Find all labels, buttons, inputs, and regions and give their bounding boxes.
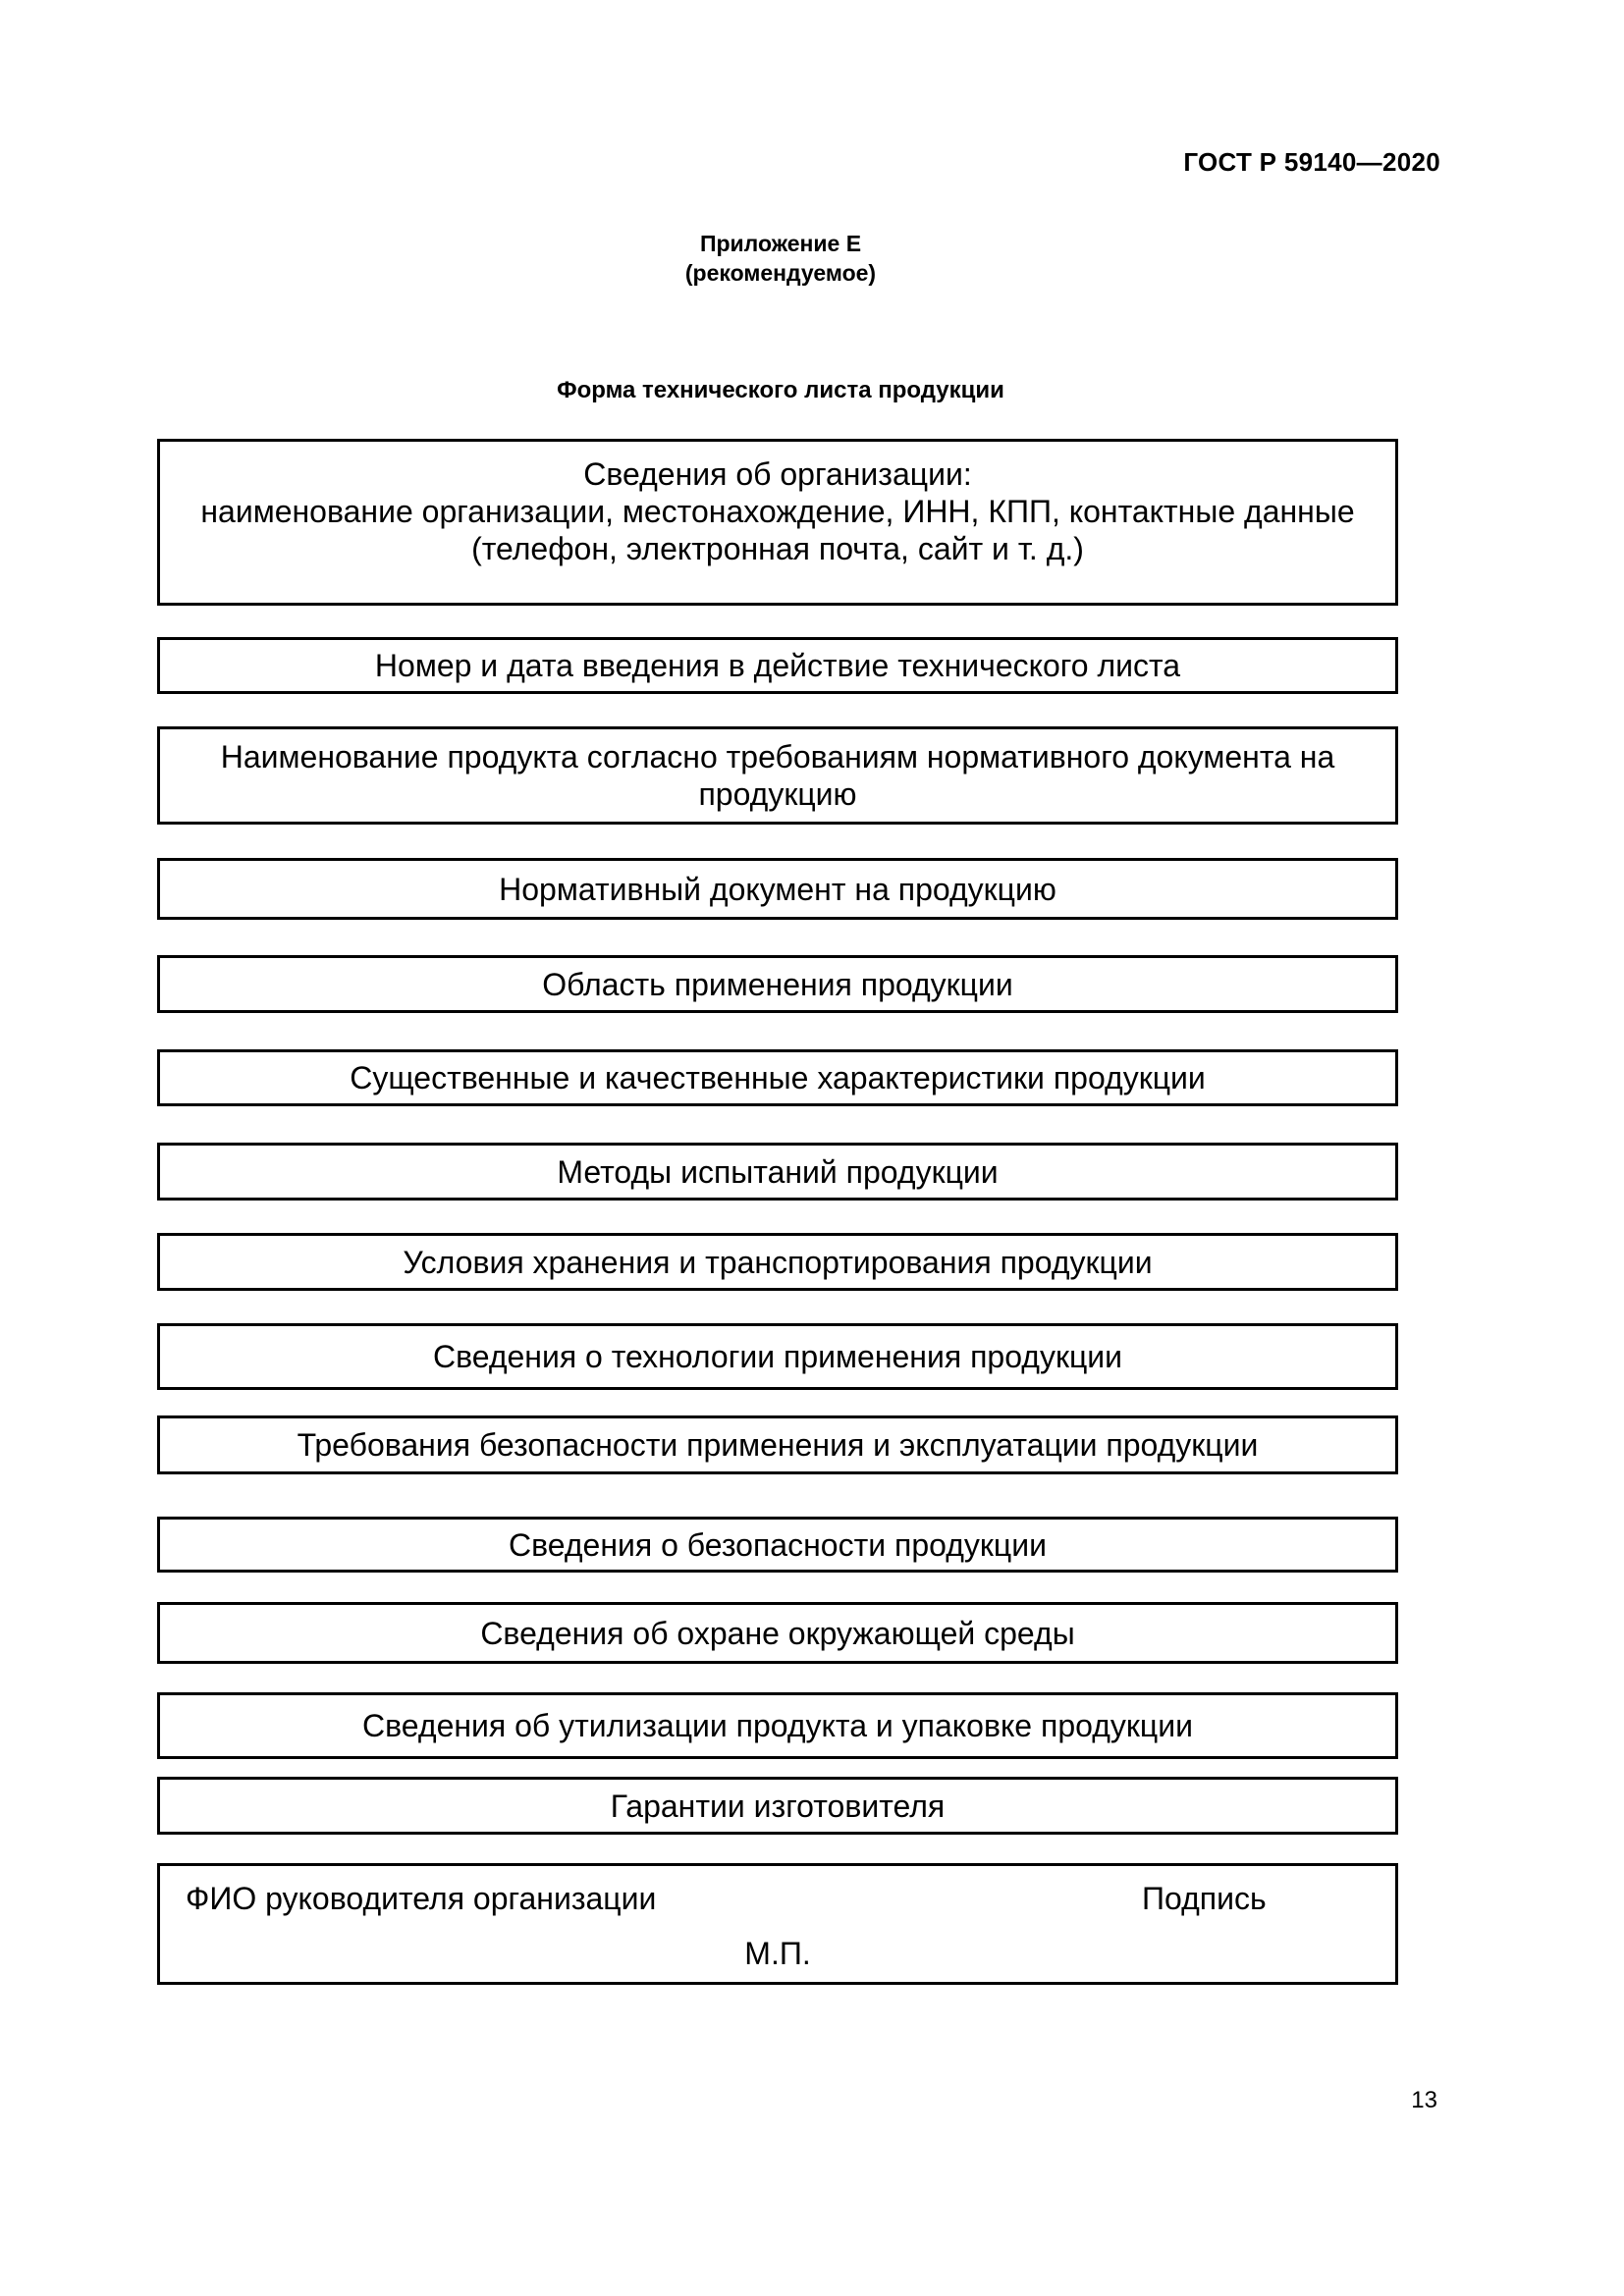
appendix-kind: (рекомендуемое): [684, 260, 877, 286]
field-box-environment: [157, 1602, 1398, 1664]
field-label: Условия хранения и транспортирования продукции: [403, 1244, 1153, 1280]
org-info-contacts: (телефон, электронная почта, сайт и т. д.): [471, 531, 1084, 566]
head-name-label: ФИО руководителя организации: [186, 1881, 657, 1916]
field-label: Сведения о технологии применения продукции: [432, 1339, 1123, 1374]
field-box-disposal-packaging: [157, 1692, 1398, 1759]
field-label: Методы испытаний продукции: [557, 1153, 999, 1190]
field-label: Сведения об утилизации продукта и упаковке продукции: [362, 1708, 1193, 1743]
field-box-product-safety: [157, 1517, 1398, 1573]
field-label: Сведения о безопасности продукции: [509, 1526, 1047, 1563]
field-label: Нормативный документ на продукцию: [499, 871, 1056, 907]
field-box-characteristics: [157, 1049, 1398, 1106]
field-box-storage-transport: [157, 1233, 1398, 1291]
field-label: Гарантии изготовителя: [610, 1788, 946, 1824]
field-label: Сведения об охране окружающей среды: [480, 1615, 1075, 1651]
org-info-details: наименование организации, местонахождение, ИНН, КПП, контактные данные: [200, 494, 1355, 529]
field-label: Требования безопасности применения и эксплуатации продукции: [297, 1427, 1259, 1463]
field-box-warranty: [157, 1777, 1398, 1835]
field-box-application-area: [157, 955, 1398, 1013]
field-label: Номер и дата введения в действие технического листа: [374, 648, 1181, 683]
appendix-title: Приложение Е: [699, 231, 862, 256]
stamp-label: М.П.: [744, 1936, 811, 1971]
standard-code: ГОСТ Р 59140—2020: [1183, 147, 1440, 177]
field-box-safety-requirements: [157, 1415, 1398, 1474]
signature-box: [157, 1863, 1398, 1985]
field-box-product-name: [157, 726, 1398, 825]
field-label: Существенные и качественные характеристики продукции: [350, 1060, 1206, 1095]
form-title: Форма технического листа продукции: [557, 377, 1004, 403]
field-box-normative-document: [157, 858, 1398, 920]
signature-label: Подпись: [1142, 1881, 1267, 1916]
field-box-sheet-number: [157, 637, 1398, 694]
page-number: 13: [1411, 2087, 1437, 2113]
org-info-heading: Сведения об организации:: [583, 456, 972, 492]
field-label: Область применения продукции: [542, 966, 1013, 1002]
field-box-test-methods: [157, 1143, 1398, 1201]
org-info-box: [157, 439, 1398, 606]
field-label: Наименование продукта согласно требованиям нормативного документа на продукцию: [220, 739, 1335, 812]
field-box-application-technology: [157, 1323, 1398, 1390]
